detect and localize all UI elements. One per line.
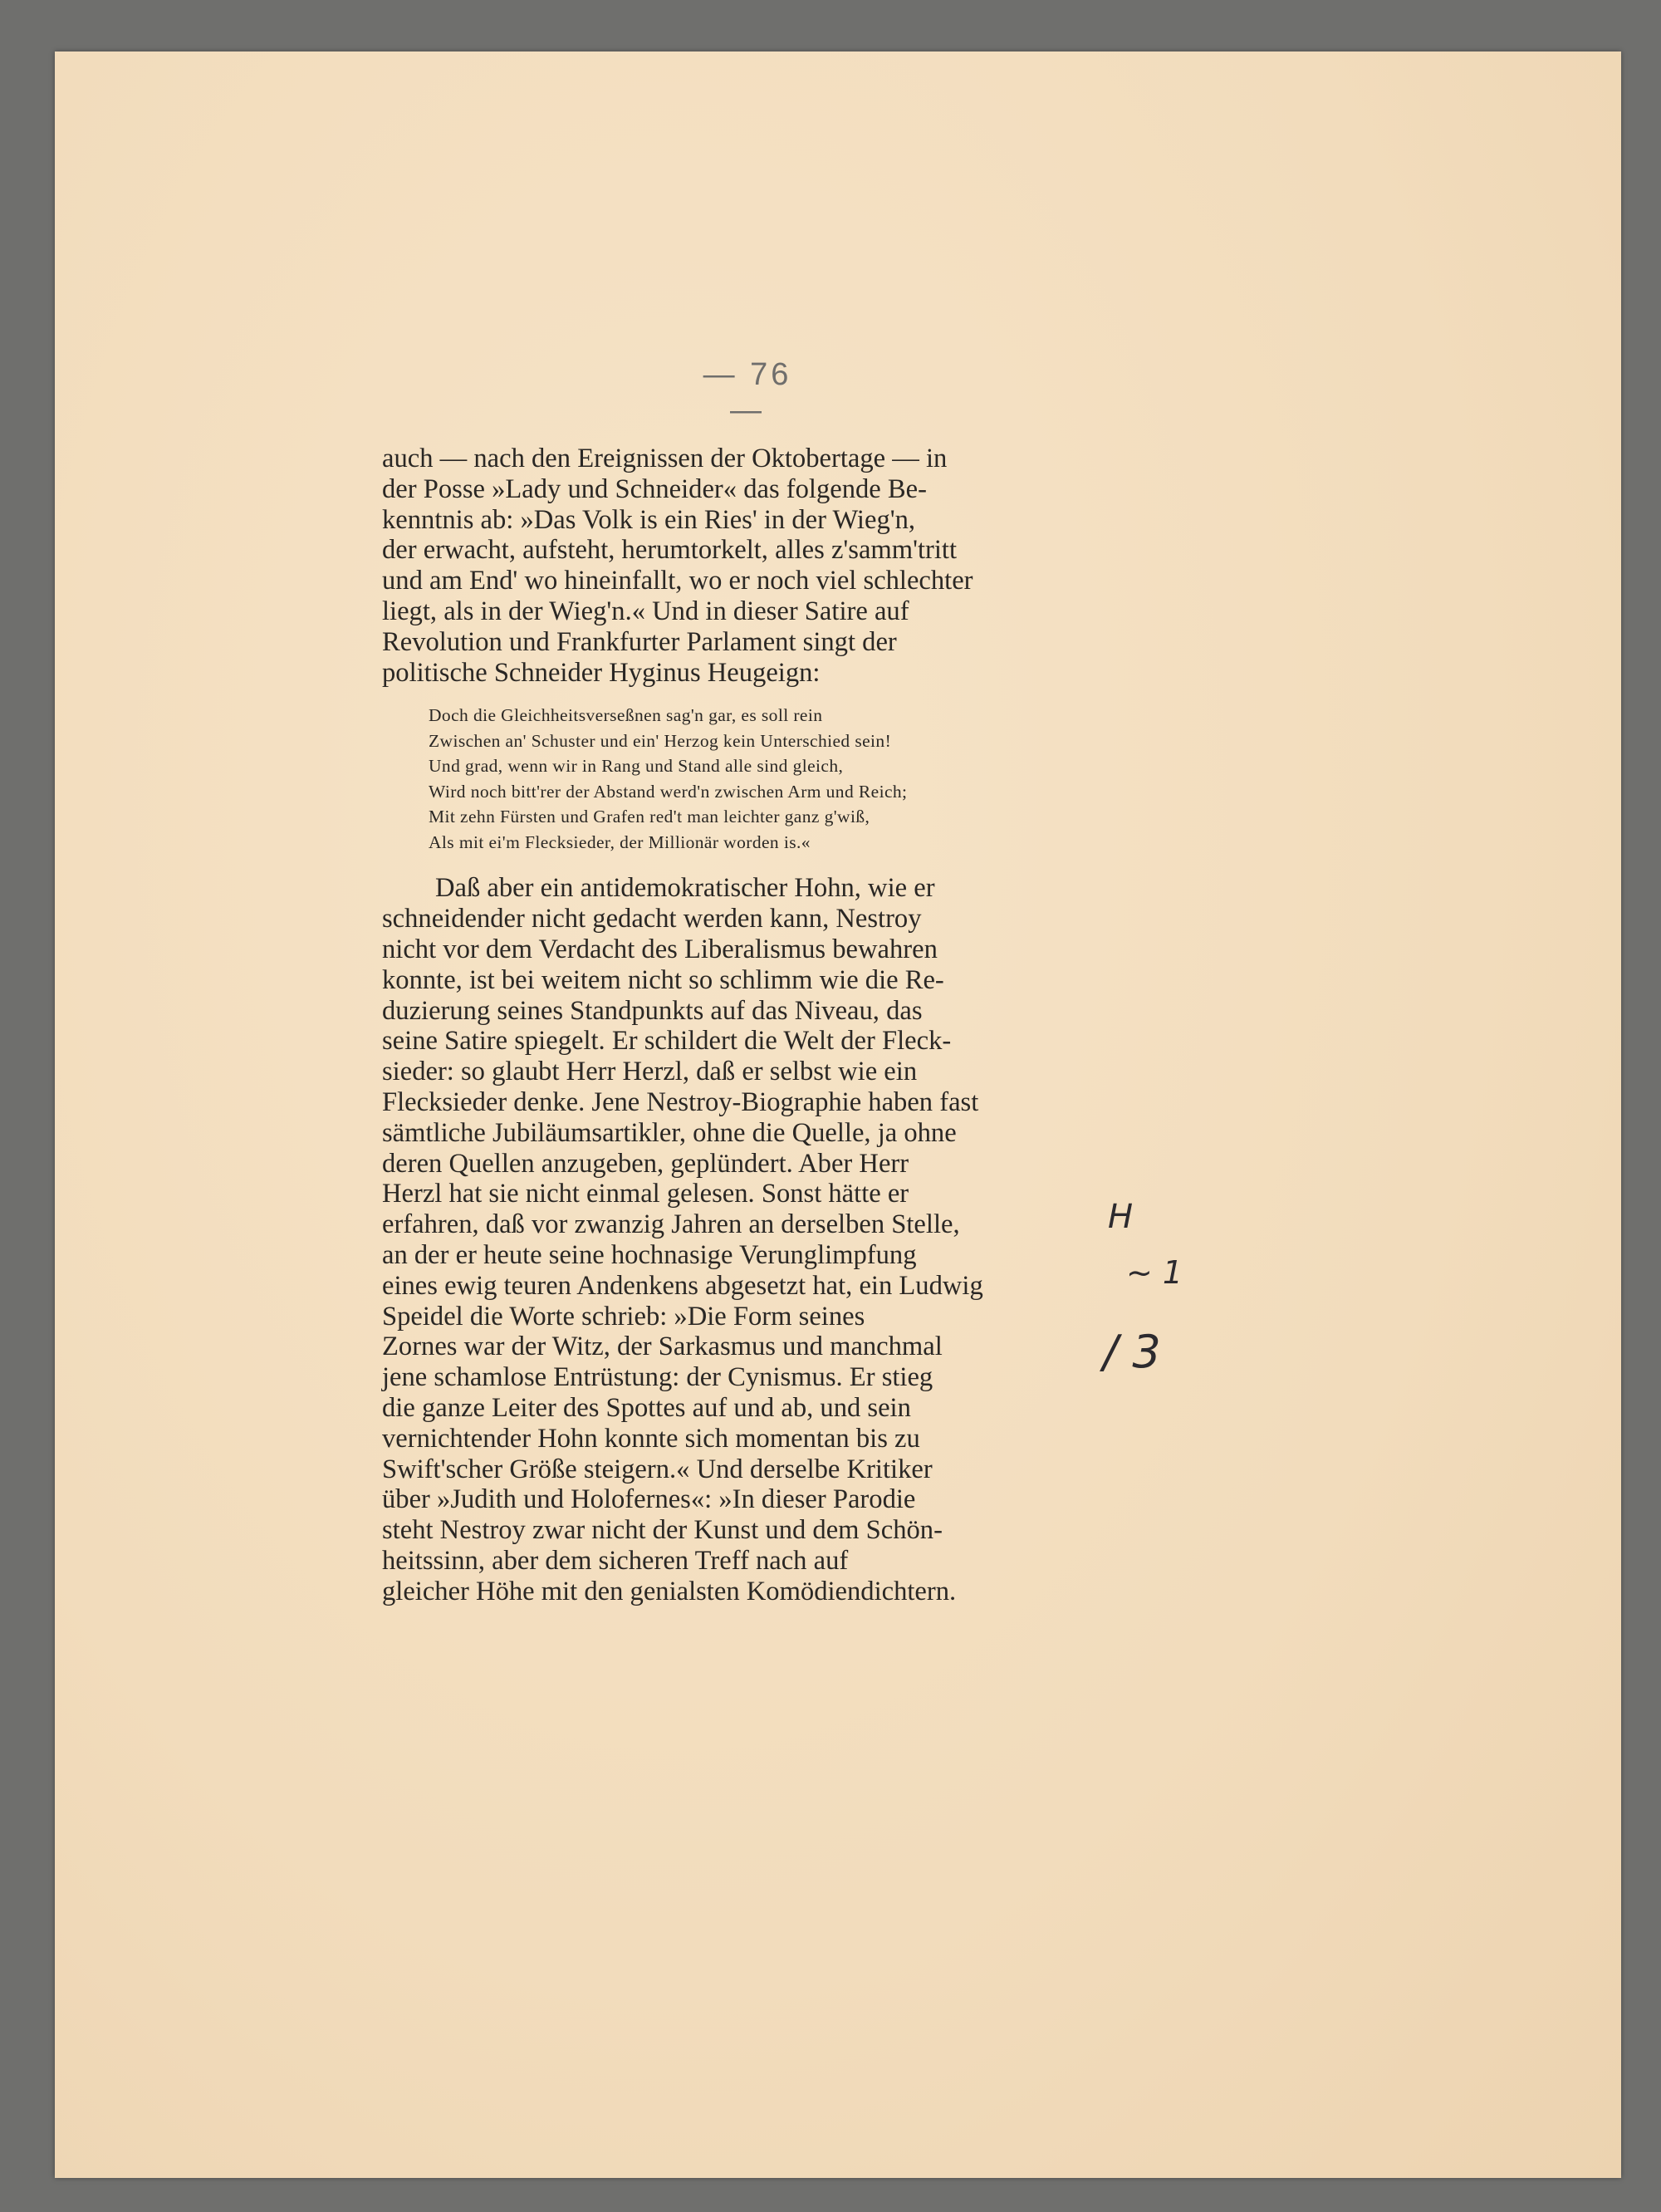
text-line: über »Judith und Holofernes«: »In dieser Parodie [382,1484,916,1515]
poem-line: Doch die Gleichheitsverseßnen sag'n gar, es soll rein [429,705,823,726]
text-line: an der er heute seine hochnasige Verunglimpfung [382,1239,917,1270]
poem-line: Mit zehn Fürsten und Grafen red't man leichter ganz g'wiß, [429,807,870,827]
poem-line: Als mit ei'm Flecksieder, der Millionär worden is.« [429,831,811,852]
paragraph-1 [382,444,1105,688]
paragraph-2 [382,873,1105,1606]
text-line: Revolution und Frankfurter Parlament singt der [382,626,897,657]
text-line: auch — nach den Ereignissen der Oktobertage — in [382,444,948,473]
text-line: gleicher Höhe mit den genialsten Komödiendichtern. [382,1576,957,1606]
text-line: sämtliche Jubiläumsartikler, ohne die Quelle, ja ohne [382,1117,957,1148]
text-line: konnte, ist bei weitem nicht so schlimm wie die Re- [382,964,944,995]
text-line: jene schamlose Entrüstung: der Cynismus. Er stieg [382,1362,933,1393]
text-line: vernichtender Hohn konnte sich momentan bis zu [382,1423,920,1454]
poem-quote [429,703,1105,855]
text-line [382,873,1105,904]
text-line: duzierung seines Standpunkts auf das Niveau, das [382,995,923,1026]
handwritten-annotation: H [1108,1198,1134,1236]
text-line: Speidel die Worte schrieb: »Die Form seines [382,1301,865,1332]
document-page [55,51,1621,2178]
text-line: Flecksieder denke. Jene Nestroy-Biographie haben fast [382,1086,979,1117]
text-line: der Posse »Lady und Schneider« das folgende Be- [382,473,927,504]
text-line: Zornes war der Witz, der Sarkasmus und manchmal [382,1332,943,1362]
handwritten-annotation: ~ 1 [1126,1254,1183,1291]
text-line: erfahren, daß vor zwanzig Jahren an derselben Stelle, [382,1209,960,1240]
handwritten-annotation: / 3 [1103,1326,1161,1378]
poem-line: Und grad, wenn wir in Rang und Stand alle sind gleich, [429,756,844,777]
text-line: liegt, als in der Wieg'n.« Und in dieser Satire auf [382,596,909,626]
page-number: — 76 — [703,357,792,428]
text-line: und am End' wo hineinfallt, wo er noch viel schlechter [382,566,973,596]
text-line: schneidender nicht gedacht werden kann, Nestroy [382,904,922,934]
text-line: der erwacht, aufsteht, herumtorkelt, alles z'samm'tritt [382,535,958,566]
poem-line: Wird noch bitt'rer der Abstand werd'n zwischen Arm und Reich; [429,781,908,802]
text-line: deren Quellen anzugeben, geplündert. Aber Herr [382,1148,909,1179]
poem-line: Zwischen an' Schuster und ein' Herzog kein Unterschied sein! [429,730,892,751]
text-line: Herzl hat sie nicht einmal gelesen. Sonst hätte er [382,1179,909,1209]
text-line-content: Daß aber ein antidemokratischer Hohn, wie er [435,873,935,904]
text-line: seine Satire spiegelt. Er schildert die Welt der Fleck- [382,1026,952,1057]
article-text [382,444,1105,1607]
text-line: heitssinn, aber dem sicheren Treff nach auf [382,1545,849,1576]
text-line: kenntnis ab: »Das Volk is ein Ries' in der Wieg'n, [382,504,916,535]
text-line: eines ewig teuren Andenkens abgesetzt hat, ein Ludwig [382,1270,983,1301]
text-line: die ganze Leiter des Spottes auf und ab, und sein [382,1392,911,1423]
text-line: politische Schneider Hyginus Heugeign: [382,657,821,688]
text-line: nicht vor dem Verdacht des Liberalismus bewahren [382,934,938,964]
text-line: steht Nestroy zwar nicht der Kunst und dem Schön- [382,1515,943,1546]
text-line: sieder: so glaubt Herr Herzl, daß er selbst wie ein [382,1057,918,1087]
text-line: Swift'scher Größe steigern.« Und derselbe Kritiker [382,1454,933,1484]
